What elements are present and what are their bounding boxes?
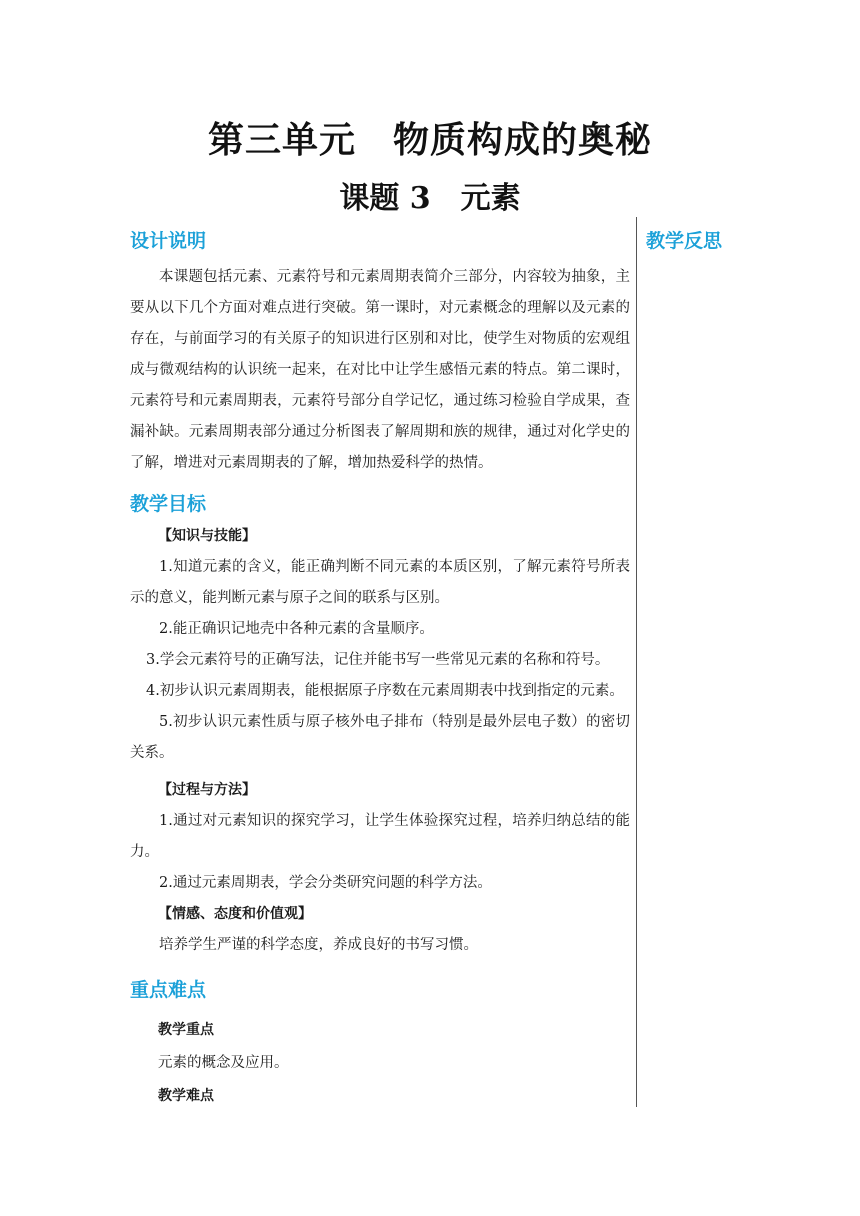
column-divider (636, 217, 637, 1107)
key-points-heading: 重点难点 (130, 979, 207, 1001)
emotion-item-1: 培养学生严谨的科学态度，养成良好的书写习惯。 (159, 937, 478, 953)
knowledge-item-1: 1.知道元素的含义，能正确判断不同元素的本质区别，了解元素符号所表示的意义，能判断元素与原子之间的联系与区别。 (130, 559, 630, 606)
focus-heading: 教学重点 (158, 1022, 214, 1038)
process-heading: 【过程与方法】 (158, 782, 256, 798)
main-column (130, 224, 630, 1112)
key-points-section (130, 973, 630, 1112)
knowledge-item-2: 2.能正确识记地壳中各种元素的含量顺序。 (159, 621, 434, 637)
lesson-title: 课题 3 元素 (339, 181, 521, 216)
process-item-2: 2.通过元素周期表，学会分类研究问题的科学方法。 (159, 875, 492, 891)
knowledge-item-5: 5.初步认识元素性质与原子核外电子排布（特别是最外层电子数）的密切关系。 (130, 714, 630, 761)
emotion-heading: 【情感、态度和价值观】 (158, 906, 312, 922)
knowledge-heading: 【知识与技能】 (158, 528, 256, 544)
goals-heading: 教学目标 (130, 493, 207, 515)
unit-title: 第三单元 物质构成的奥秘 (207, 119, 652, 161)
reflection-column (646, 224, 846, 258)
reflection-heading: 教学反思 (646, 230, 723, 252)
process-item-1: 1.通过对元素知识的探究学习，让学生体验探究过程，培养归纳总结的能力。 (130, 813, 630, 860)
knowledge-item-4: 4.初步认识元素周期表，能根据原子序数在元素周期表中找到指定的元素。 (146, 683, 624, 699)
difficulty-heading: 教学难点 (158, 1088, 214, 1104)
design-heading: 设计说明 (130, 230, 207, 252)
design-section (130, 224, 630, 479)
knowledge-item-3: 3.学会元素符号的正确写法，记住并能书写一些常见元素的名称和符号。 (146, 652, 610, 668)
goals-section (130, 487, 630, 961)
design-paragraph: 本课题包括元素、元素符号和元素周期表简介三部分，内容较为抽象，主要从以下几个方面对难点进行突破。第一课时，对元素概念的理解以及元素的存在，与前面学习的有关原子的知识进行区别和对比，使学生对物质的宏观组成与微观结构的认识统一起来，在对比中让学生感悟元素的特点。第二课时，元素符号和元素周期表，元素符号部分自学记忆，通过练习检验自学成果，查漏补缺。元素周期表部分通过分析图表了解周期和族的规律，通过对化学史的了解，增进对元素周期表的了解，增加热爱科学的热情。 (130, 269, 630, 471)
focus-text: 元素的概念及应用。 (158, 1055, 289, 1071)
